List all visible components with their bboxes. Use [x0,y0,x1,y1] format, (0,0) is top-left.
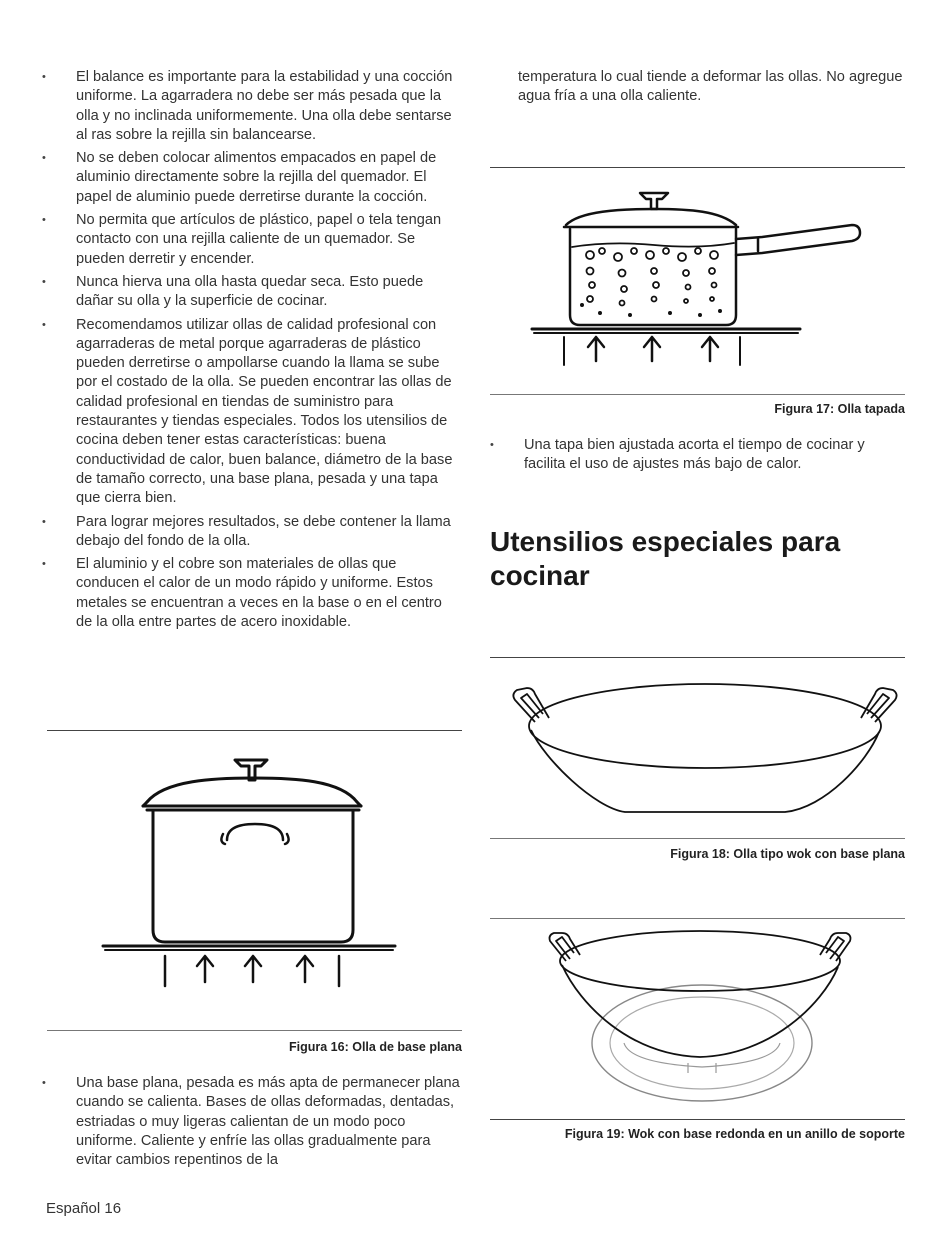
figure-17-bottom-rule [490,394,905,395]
right-bullet-block [490,436,905,479]
round-wok-ring-illustration [540,925,860,1115]
right-bullet-list [490,436,905,475]
right-column [490,68,905,107]
figure-17-covered-pot [530,185,870,375]
left-bullet-list [42,68,462,632]
left-bottom-block [42,1074,462,1174]
list-item: • No se deben colocar alimentos empacados en papel de aluminio directamente sobre la rejilla del quemador. El papel de aluminio puede derretirse durante la cocción. [42,149,462,207]
list-item: • Recomendamos utilizar ollas de calidad profesional con agarraderas de metal porque agarraderas de plástico pueden derretirse o ampollarse cuando la llama se sube por el costado de la olla. Se pueden encontrar las ollas de calidad profesional en tiendas de suministro para restaurantes y tiendas especiales. Todos los utensilios de cocina deben tener estas características: buena conductividad de calor, buen balance, diámetro de la base de tamaño correcto, una base plana, pesada y una tapa que cierra bien. [42,316,462,509]
list-item: • Una tapa bien ajustada acorta el tiempo de cocinar y facilita el uso de ajustes más bajo de calor. [490,436,905,475]
figure-17-top-rule [490,167,905,168]
list-item: • No permita que artículos de plástico, papel o tela tengan contacto con una rejilla caliente de un quemador. Se pueden derretir y encender. [42,211,462,269]
figure-18-top-rule [490,657,905,658]
figure-19-bottom-rule [490,1119,905,1120]
flat-wok-illustration [505,670,905,820]
list-item: • Para lograr mejores resultados, se debe contener la llama debajo del fondo de la olla. [42,513,462,552]
figure-18-bottom-rule [490,838,905,839]
figure-19-caption: Figura 19: Wok con base redonda en un anillo de soporte [564,1127,905,1141]
figure-16-top-rule [47,730,462,731]
figure-16-flat-base-pot [95,750,405,1000]
figure-19-top-rule [490,918,905,919]
left-column [42,68,462,636]
page-footer: Español 16 [46,1200,122,1217]
figure-16-caption: Figura 16: Olla de base plana [289,1040,462,1054]
figure-18-caption: Figura 18: Olla tipo wok con base plana [670,847,905,861]
figure-16-bottom-rule [47,1030,462,1031]
list-item: • El aluminio y el cobre son materiales de ollas que conducen el calor de un modo rápido y uniforme. Estos metales se encuentran a veces en la base o en el centro de la olla entre partes de acero inoxidable. [42,555,462,632]
figure-17-caption: Figura 17: Olla tapada [774,402,905,416]
covered-pot-illustration [530,185,870,375]
section-heading: Utensilios especiales para cocinar [490,526,841,591]
figure-18-flat-wok [505,670,905,820]
flat-base-pot-illustration [95,750,405,1000]
list-item: • El balance es importante para la estabilidad y una cocción uniforme. La agarradera no debe ser más pesada que la olla y no inclinada uniformemente. Una olla debe sentarse al ras sobre la rejilla sin balancearse. [42,68,462,145]
figure-19-round-wok-ring [540,925,860,1115]
list-item: • Una base plana, pesada es más apta de permanecer plana cuando se calienta. Bases de ollas deformadas, dentadas, estriadas o muy ligeras calientan de un modo poco uniforme. Caliente y enfríe las ollas gradualmente para evitar cambios repentinos de la [42,1074,462,1170]
left-bottom-bullet-list [42,1074,462,1170]
continuation-paragraph: temperatura lo cual tiende a deformar las ollas. No agregue agua fría a una olla caliente. [518,69,903,105]
list-item: • Nunca hierva una olla hasta quedar seca. Esto puede dañar su olla y la superficie de cocinar. [42,273,462,312]
